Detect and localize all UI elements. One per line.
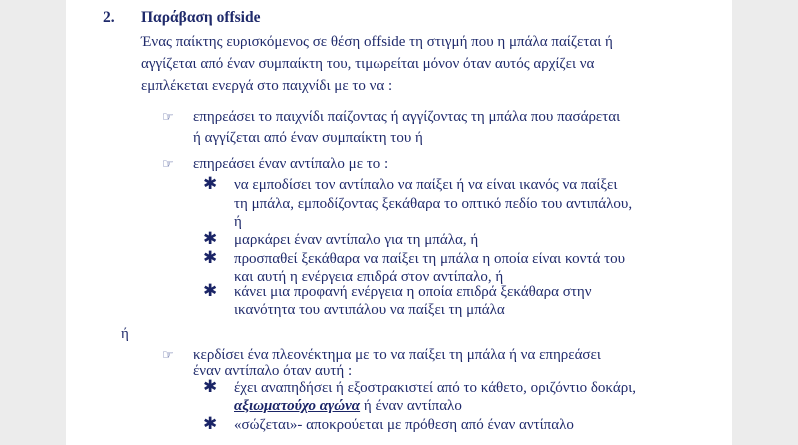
sub-4-line-2: ικανότητα του αντιπάλου να παίξει τη μπάλα	[234, 302, 505, 318]
sub3-a-rest: ή έναν αντίπαλο	[360, 398, 462, 414]
sub3-a-line-2	[234, 398, 462, 415]
match-official-link[interactable]: αξιωματούχο αγώνα	[234, 398, 361, 414]
intro-line-3: εμπλέκεται ενεργά στο παιχνίδι με το να :	[141, 78, 393, 94]
sub-3-line-2: και αυτή η ενέργεια επιδρά στον αντίπαλο, ή	[234, 269, 504, 285]
or-word: ή	[121, 326, 129, 342]
bullet-1-line-2: ή αγγίζεται από έναν συμπαίκτη του ή	[193, 130, 423, 146]
sub-1-line-2: τη μπάλα, εμποδίζοντας ξεκάθαρα το οπτικό πεδίο του αντιπάλου,	[234, 196, 633, 212]
sub3-a-line-1: έχει αναπηδήσει ή εξοστρακιστεί από το κάθετο, οριζόντιο δοκάρι,	[234, 380, 636, 396]
asterisk-bullet-icon: ✱	[203, 377, 218, 397]
section-number: 2.	[103, 9, 115, 26]
intro-line-2: αγγίζεται από έναν συμπαίκτη του, τιμωρείται μόνον όταν αυτός αρχίζει να	[141, 56, 595, 72]
section-title: Παράβαση offside	[141, 9, 261, 26]
intro-line-1: Ένας παίκτης ευρισκόμενος σε θέση offside τη στιγμή που η μπάλα παίζεται ή	[141, 34, 613, 50]
bullet-1-line-1: επηρεάσει το παιχνίδι παίζοντας ή αγγίζοντας τη μπάλα που πασάρεται	[193, 109, 621, 125]
sub-4-line-1: κάνει μια προφανή ενέργεια η οποία επιδρά ξεκάθαρα στην	[234, 284, 592, 300]
asterisk-bullet-icon: ✱	[203, 414, 218, 434]
pointing-hand-icon: ☞	[162, 110, 174, 125]
pointing-hand-icon: ☞	[162, 348, 174, 363]
asterisk-bullet-icon: ✱	[203, 281, 218, 301]
document-page	[66, 0, 732, 445]
bullet-3-line-1: κερδίσει ένα πλεονέκτημα με το να παίξει τη μπάλα ή να επηρεάσει	[193, 347, 601, 363]
sub-1-line-1: να εμποδίσει τον αντίπαλο να παίξει ή να είναι ικανός να παίξει	[234, 177, 618, 193]
sub-3-line-1: προσπαθεί ξεκάθαρα να παίξει τη μπάλα η οποία είναι κοντά του	[234, 251, 626, 267]
sub3-b-line-1: «σώζεται»- αποκρούεται με πρόθεση από έναν αντίπαλο	[234, 417, 574, 433]
asterisk-bullet-icon: ✱	[203, 248, 218, 268]
bullet-3-line-2: έναν αντίπαλο όταν αυτή :	[193, 363, 353, 379]
sub-2-line-1: μαρκάρει έναν αντίπαλο για τη μπάλα, ή	[234, 232, 479, 248]
bullet-2-line: επηρεάσει έναν αντίπαλο με το :	[193, 156, 389, 172]
asterisk-bullet-icon: ✱	[203, 174, 218, 194]
asterisk-bullet-icon: ✱	[203, 229, 218, 249]
pointing-hand-icon: ☞	[162, 157, 174, 172]
sub-1-line-3: ή	[234, 214, 242, 230]
